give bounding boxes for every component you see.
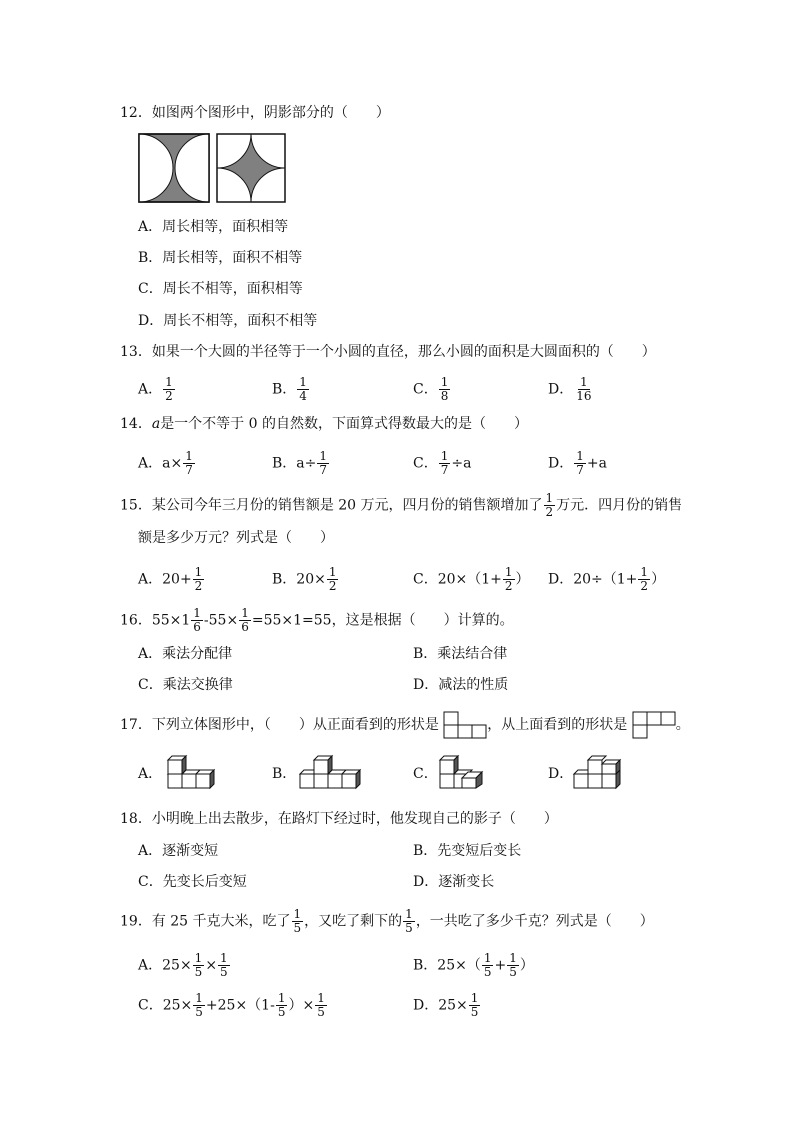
q12-figure-right bbox=[216, 133, 286, 203]
frac-num: 1 bbox=[440, 375, 449, 389]
q17-option-d-cubes[interactable] bbox=[572, 750, 622, 790]
expr: 25× bbox=[438, 997, 468, 1014]
frac-num: 1 bbox=[194, 565, 203, 579]
q15-option-b[interactable] bbox=[272, 566, 339, 593]
fraction bbox=[574, 376, 593, 403]
stem-text: ，又吃了剩下的 bbox=[304, 913, 403, 930]
frac-num: 1 bbox=[299, 375, 307, 389]
fraction bbox=[439, 450, 451, 477]
question-number: 14． bbox=[120, 416, 152, 432]
stem-text: 15．某公司今年三月份的销售额是 20 万元，四月份的销售额增加了 bbox=[120, 497, 543, 514]
q15-option-a[interactable] bbox=[138, 566, 205, 593]
q17-stem bbox=[120, 711, 690, 739]
q14-option-d[interactable] bbox=[548, 450, 607, 477]
q18-stem: 18．小明晚上出去散步，在路灯下经过时，他发现自己的影子（ ） bbox=[120, 811, 558, 827]
frac-num: 1 bbox=[470, 991, 479, 1005]
frac-den: 2 bbox=[194, 579, 203, 593]
stem-text: 17．下列立体图形中，（ ）从正面看到的形状是 bbox=[120, 717, 439, 733]
fraction bbox=[574, 450, 586, 477]
expr: ） bbox=[651, 571, 666, 588]
frac-num: 1 bbox=[241, 606, 249, 620]
frac-den: 5 bbox=[293, 921, 302, 935]
frac-num: 1 bbox=[194, 951, 203, 965]
q19-option-c[interactable] bbox=[138, 992, 328, 1019]
option-letter: B． bbox=[272, 571, 297, 588]
frac-den: 2 bbox=[165, 389, 173, 403]
frac-den: 7 bbox=[185, 463, 193, 477]
option-letter: C． bbox=[413, 455, 438, 472]
q18-option-b[interactable]: B．先变短后变长 bbox=[413, 843, 522, 859]
q13-option-b[interactable] bbox=[272, 376, 310, 403]
q14-option-a[interactable] bbox=[138, 450, 196, 477]
frac-num: 1 bbox=[545, 491, 554, 505]
option-letter: A． bbox=[138, 957, 163, 974]
frac-num: 1 bbox=[580, 375, 588, 389]
q13-option-d[interactable] bbox=[548, 376, 595, 403]
fraction bbox=[403, 908, 415, 935]
q12-option-b[interactable]: B．周长相等，面积不相等 bbox=[138, 250, 303, 266]
frac-num: 1 bbox=[509, 951, 517, 965]
expr: ） bbox=[519, 957, 534, 974]
q13-option-c[interactable] bbox=[413, 376, 451, 403]
variable-a: a bbox=[151, 416, 161, 432]
option-letter: C． bbox=[413, 571, 438, 588]
q18-option-d[interactable]: D．逐渐变长 bbox=[413, 874, 495, 890]
q12-option-c[interactable]: C．周长不相等，面积相等 bbox=[138, 281, 303, 297]
stem-text: 。 bbox=[675, 717, 690, 733]
fraction bbox=[193, 952, 205, 979]
q17-option-c-label[interactable]: C． bbox=[413, 766, 438, 782]
frac-den: 2 bbox=[328, 579, 337, 593]
option-letter: D． bbox=[413, 997, 439, 1014]
frac-num: 1 bbox=[576, 449, 584, 463]
fraction bbox=[218, 952, 230, 979]
stem-text: 是一个不等于 0 的自然数，下面算式得数最大的是（ ） bbox=[160, 416, 528, 432]
frac-den: 7 bbox=[319, 463, 328, 477]
q15-option-d[interactable] bbox=[548, 566, 665, 593]
frac-den: 5 bbox=[194, 965, 203, 979]
stem-text: -55× bbox=[203, 612, 239, 629]
expr: ÷a bbox=[451, 455, 472, 472]
q17-option-a-label[interactable]: A． bbox=[138, 766, 163, 782]
q13-option-a[interactable] bbox=[138, 376, 176, 403]
frac-num: 1 bbox=[165, 375, 173, 389]
frac-den: 5 bbox=[277, 1005, 286, 1019]
fraction bbox=[503, 566, 515, 593]
expr: 20×（1+ bbox=[437, 571, 502, 588]
stem-text: ，一共吃了多少千克？列式是（ ） bbox=[415, 913, 654, 930]
q19-stem bbox=[120, 908, 654, 935]
option-letter: B． bbox=[272, 381, 297, 398]
option-letter: A． bbox=[138, 381, 163, 398]
frac-num: 1 bbox=[319, 449, 328, 463]
q19-option-d[interactable] bbox=[413, 992, 481, 1019]
fraction bbox=[183, 450, 195, 477]
q18-option-c[interactable]: C．先变长后变短 bbox=[138, 874, 247, 890]
fraction bbox=[507, 952, 519, 979]
frac-den: 5 bbox=[509, 965, 517, 979]
frac-den: 5 bbox=[220, 965, 228, 979]
expr: a÷ bbox=[296, 455, 317, 472]
expr: +25×（1- bbox=[205, 997, 275, 1014]
fraction bbox=[315, 992, 327, 1019]
q15-stem-line2: 额是多少万元？列式是（ ） bbox=[138, 530, 334, 546]
fraction bbox=[276, 992, 288, 1019]
frac-den: 6 bbox=[241, 620, 249, 634]
q18-option-a[interactable]: A．逐渐变短 bbox=[138, 843, 219, 859]
fraction bbox=[191, 607, 203, 634]
q19-option-a[interactable] bbox=[138, 952, 231, 979]
q14-option-b[interactable] bbox=[272, 450, 330, 477]
option-letter: D． bbox=[548, 455, 574, 472]
option-letter: D． bbox=[548, 381, 574, 398]
expr: 20÷（1+ bbox=[573, 571, 638, 588]
option-letter: C． bbox=[138, 997, 163, 1014]
expr: 20+ bbox=[162, 571, 192, 588]
fraction bbox=[439, 376, 451, 403]
expr: ） bbox=[515, 571, 530, 588]
frac-num: 1 bbox=[483, 951, 492, 965]
expr: + bbox=[494, 957, 507, 974]
frac-num: 1 bbox=[640, 565, 649, 579]
frac-den: 5 bbox=[405, 921, 413, 935]
frac-num: 1 bbox=[185, 449, 193, 463]
front-view-icon bbox=[443, 711, 487, 739]
q16-option-c[interactable]: C．乘法交换律 bbox=[138, 677, 233, 693]
q17-option-b-cubes[interactable] bbox=[296, 752, 362, 790]
q15-option-c[interactable] bbox=[413, 566, 530, 593]
frac-den: 7 bbox=[576, 463, 584, 477]
frac-den: 5 bbox=[470, 1005, 479, 1019]
fraction bbox=[469, 992, 481, 1019]
frac-den: 8 bbox=[440, 389, 449, 403]
option-letter: B． bbox=[413, 957, 438, 974]
q12-figure-left bbox=[138, 133, 210, 203]
expr: 25×（ bbox=[437, 957, 481, 974]
frac-num: 1 bbox=[195, 991, 203, 1005]
expr: 25× bbox=[162, 957, 192, 974]
fraction bbox=[193, 992, 205, 1019]
q17-option-a-cubes[interactable] bbox=[164, 752, 220, 790]
frac-den: 4 bbox=[299, 389, 307, 403]
frac-num: 1 bbox=[293, 907, 302, 921]
q13-stem: 13．如果一个大圆的半径等于一个小圆的直径，那么小圆的面积是大圆面积的（ ） bbox=[120, 344, 656, 360]
fraction bbox=[297, 376, 309, 403]
expr: 20× bbox=[296, 571, 326, 588]
stem-text: =55×1=55，这是根据（ ）计算的。 bbox=[251, 612, 514, 629]
fraction bbox=[239, 607, 251, 634]
fraction bbox=[193, 566, 205, 593]
expr: +a bbox=[586, 455, 607, 472]
q12-option-a[interactable]: A．周长相等，面积相等 bbox=[138, 219, 289, 235]
expr: a× bbox=[162, 455, 183, 472]
option-letter: B． bbox=[272, 455, 297, 472]
frac-num: 1 bbox=[440, 449, 449, 463]
frac-num: 1 bbox=[317, 991, 325, 1005]
q16-option-a[interactable]: A．乘法分配律 bbox=[138, 646, 233, 662]
frac-den: 7 bbox=[440, 463, 449, 477]
frac-den: 5 bbox=[195, 1005, 203, 1019]
frac-den: 2 bbox=[640, 579, 649, 593]
option-letter: C． bbox=[413, 381, 438, 398]
q17-option-c-cubes[interactable] bbox=[438, 748, 490, 790]
q12-stem: 12．如图两个图形中，阴影部分的（ ） bbox=[120, 105, 390, 121]
q12-option-d[interactable]: D．周长不相等，面积不相等 bbox=[138, 313, 318, 329]
stem-text: ，从上面看到的形状是 bbox=[487, 717, 628, 733]
q14-stem bbox=[120, 414, 528, 434]
fraction bbox=[638, 566, 650, 593]
q16-stem bbox=[120, 607, 514, 634]
frac-num: 1 bbox=[193, 606, 201, 620]
q14-option-c[interactable] bbox=[413, 450, 471, 477]
q16-option-b[interactable]: B．乘法结合律 bbox=[413, 646, 508, 662]
q16-option-d[interactable]: D．减法的性质 bbox=[413, 677, 509, 693]
expr: 25× bbox=[162, 997, 193, 1014]
frac-den: 16 bbox=[576, 389, 592, 403]
frac-den: 5 bbox=[483, 965, 492, 979]
frac-num: 1 bbox=[405, 907, 413, 921]
top-view-icon bbox=[632, 711, 676, 739]
q17-option-d-label[interactable]: D． bbox=[548, 766, 574, 782]
q15-stem-line1 bbox=[120, 492, 682, 519]
frac-den: 2 bbox=[545, 505, 554, 519]
fraction bbox=[327, 566, 339, 593]
frac-den: 6 bbox=[193, 620, 201, 634]
frac-num: 1 bbox=[328, 565, 337, 579]
option-letter: A． bbox=[138, 571, 163, 588]
expr: ）× bbox=[288, 997, 315, 1014]
frac-num: 1 bbox=[504, 565, 513, 579]
option-letter: D． bbox=[548, 571, 574, 588]
fraction bbox=[482, 952, 494, 979]
frac-num: 1 bbox=[277, 991, 286, 1005]
q17-option-b-label[interactable]: B． bbox=[272, 766, 297, 782]
stem-text: 19．有 25 千克大米，吃了 bbox=[120, 913, 291, 930]
option-letter: A． bbox=[138, 455, 163, 472]
stem-text: 16．55×1 bbox=[120, 612, 191, 629]
frac-den: 5 bbox=[317, 1005, 325, 1019]
frac-den: 2 bbox=[504, 579, 513, 593]
frac-num: 1 bbox=[220, 951, 228, 965]
q19-option-b[interactable] bbox=[413, 952, 534, 979]
fraction bbox=[163, 376, 175, 403]
fraction bbox=[544, 492, 556, 519]
expr: × bbox=[205, 957, 218, 974]
stem-text: 万元．四月份的销售 bbox=[556, 497, 683, 514]
fraction bbox=[317, 450, 329, 477]
fraction bbox=[292, 908, 304, 935]
